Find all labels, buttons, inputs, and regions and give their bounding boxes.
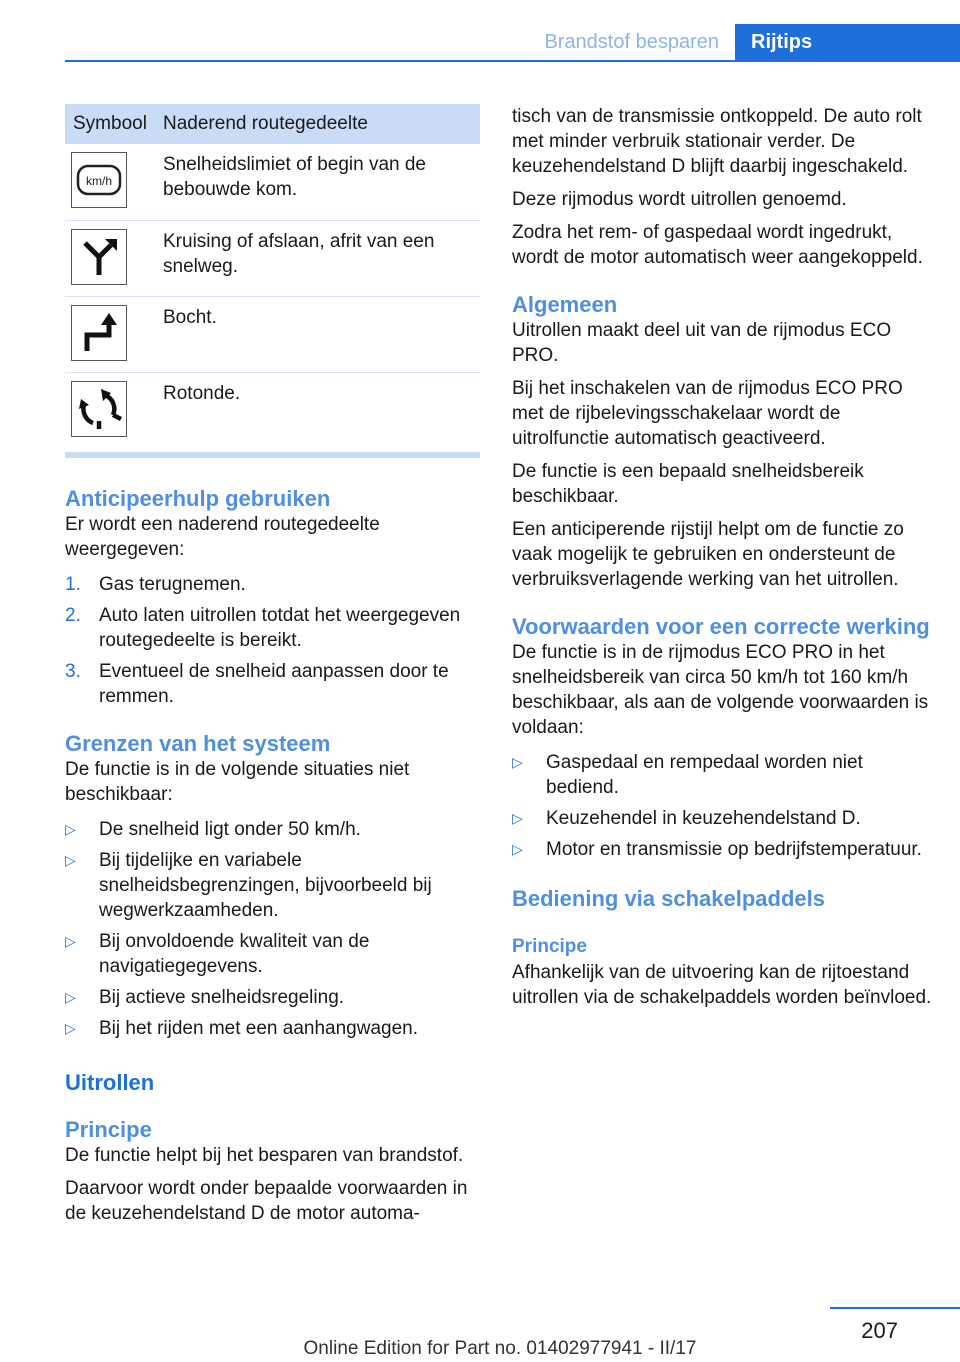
- subsection-heading: Principe: [512, 936, 587, 957]
- col-header-description: Naderend routegedeelte: [155, 104, 480, 144]
- page-number: 207: [861, 1318, 898, 1343]
- bullet-triangle-icon: ▷: [512, 754, 523, 770]
- list-item: ▷ De snelheid ligt onder 50 km/h.: [65, 819, 361, 840]
- bullet-triangle-icon: ▷: [65, 821, 76, 837]
- header-section: Brandstof besparen: [544, 31, 719, 53]
- list-item: 2. Auto laten uitrollen totdat het weergegeven routegedeelte is bereikt.: [65, 605, 461, 651]
- right-column: [512, 104, 932, 1010]
- paragraph: Uitrollen maakt deel uit van de rijmodus ECO PRO.: [512, 320, 892, 366]
- bullet-triangle-icon: ▷: [512, 841, 523, 857]
- bullet-list: [512, 750, 932, 862]
- list-item: ▷ Bij tijdelijke en variabele snelheidsbegrenzingen, bijvoorbeeld bij wegwerkzaamheden.: [65, 850, 432, 921]
- step-list: [65, 572, 480, 709]
- paragraph: Bij het inschakelen van de rijmodus ECO PRO met de rijbelevingsschakelaar wordt de uitrolfunctie automatisch geactiveerd.: [512, 378, 903, 449]
- row-description: Rotonde.: [163, 382, 241, 404]
- row-description: Bocht.: [155, 296, 480, 372]
- section-heading: Voorwaarden voor een correcte werking: [512, 614, 930, 639]
- paragraph: Er wordt een naderend routegedeelte weergegeven:: [65, 514, 380, 560]
- col-header-symbol: Symbool: [65, 104, 155, 144]
- list-item: ▷ Bij het rijden met een aanhangwagen.: [65, 1018, 419, 1039]
- list-item: ▷ Keuzehendel in keuzehendelstand D.: [512, 808, 861, 829]
- list-item: 3. Eventueel de snelheid aanpassen door te remmen.: [65, 661, 449, 707]
- paragraph: Een anticiperende rijstijl helpt om de functie zo vaak mogelijk te gebruiken en ondersteunt de verbruiksverlagende werking van het uitrollen.: [512, 519, 904, 590]
- curve-icon: [71, 305, 127, 361]
- table-row: [65, 372, 480, 448]
- row-description: Snelheidslimiet of begin van de bebouwde kom.: [155, 144, 480, 220]
- list-item: ▷ Motor en transmissie op bedrijfstemperatuur.: [512, 839, 922, 860]
- section-conditions: [512, 614, 932, 862]
- paragraph: tisch van de transmissie ontkoppeld. De auto rolt met minder verbruik stationair verder. De keuzehendelstand D blijft daarbij ingeschakeld.: [512, 106, 922, 177]
- section-heading: Grenzen van het systeem: [65, 731, 331, 756]
- bullet-triangle-icon: ▷: [512, 810, 523, 826]
- section-coasting: [65, 1069, 480, 1226]
- bullet-triangle-icon: ▷: [65, 933, 76, 949]
- table-end-rule: [65, 452, 480, 458]
- roundabout-icon: [71, 381, 127, 437]
- table-row: [65, 144, 480, 220]
- list-item: ▷ Bij onvoldoende kwaliteit van de navigatiegegevens.: [65, 931, 370, 977]
- paragraph: De functie is een bepaald snelheidsbereik beschikbaar.: [512, 461, 864, 507]
- bullet-triangle-icon: ▷: [65, 989, 76, 1005]
- speed-limit-text: km/h: [85, 174, 113, 188]
- section-limits: [65, 731, 480, 1041]
- paragraph: Afhankelijk van de uitvoering kan de rijtoestand uitrollen via de schakelpaddels worden beïnvloed.: [512, 962, 932, 1008]
- section-general: [512, 292, 932, 592]
- section-heading: Algemeen: [512, 292, 618, 317]
- left-column: [65, 104, 480, 1226]
- paragraph: De functie is in de volgende situaties niet beschikbaar:: [65, 759, 410, 805]
- bullet-triangle-icon: ▷: [65, 1020, 76, 1036]
- section-paddles: [512, 886, 932, 1010]
- section-heading: Uitrollen: [65, 1070, 155, 1095]
- paragraph: Zodra het rem- of gaspedaal wordt ingedrukt, wordt de motor automatisch weer aangekoppeld.: [512, 222, 923, 268]
- section-heading: Bediening via schakelpaddels: [512, 886, 826, 911]
- junction-icon: [71, 229, 127, 285]
- row-description: Kruising of afslaan, afrit van een snelweg.: [155, 220, 480, 296]
- paragraph: Daarvoor wordt onder bepaalde voorwaarden in de keuzehendelstand D de motor automa-: [65, 1178, 468, 1224]
- paragraph: Deze rijmodus wordt uitrollen genoemd.: [512, 189, 847, 210]
- bullet-triangle-icon: ▷: [65, 852, 76, 868]
- paragraph: De functie is in de rijmodus ECO PRO in het snelheidsbereik van circa 50 km/h tot 160 km/h beschikbaar, als aan de volgende voorwaarden is voldaan:: [512, 642, 929, 738]
- table-row: [65, 296, 480, 372]
- edition-note: Online Edition for Part no. 01402977941 - II/17: [303, 1338, 697, 1359]
- paragraph: De functie helpt bij het besparen van brandstof.: [65, 1145, 464, 1166]
- footer-rule: [830, 1307, 960, 1309]
- symbol-table: [65, 104, 480, 448]
- list-item: ▷ Gaspedaal en rempedaal worden niet bediend.: [512, 752, 863, 798]
- table-row: [65, 220, 480, 296]
- header-chapter: Rijtips: [735, 24, 960, 60]
- section-anticipation: [65, 486, 480, 709]
- list-item: ▷ Bij actieve snelheidsregeling.: [65, 987, 345, 1008]
- list-item: 1. Gas terugnemen.: [65, 574, 246, 595]
- bullet-list: [65, 817, 480, 1041]
- section-heading: Anticipeerhulp gebruiken: [65, 486, 331, 511]
- speed-limit-kmh-icon: [71, 152, 127, 208]
- subsection-heading: Principe: [65, 1117, 152, 1142]
- page-header: [65, 24, 960, 62]
